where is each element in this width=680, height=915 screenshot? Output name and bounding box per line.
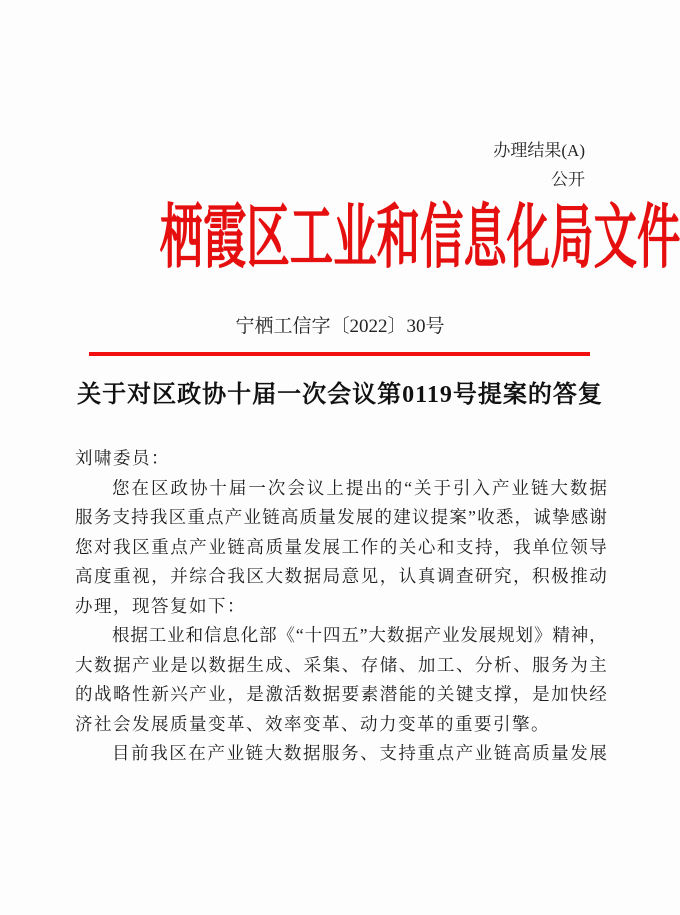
body-line: 大 数 据 产 业 是 以 数 据 生 成 、 采 集 、 存 储 、 加 工 、 分 析 、 服 务 为 主 bbox=[75, 654, 607, 675]
body-line: 的 战 略 性 新 兴 产 业 ， 是 激 活 数 据 要 素 潜 能 的 关 键 支 撑 ， 是 加 快 经 bbox=[75, 684, 607, 704]
header-meta bbox=[493, 136, 585, 194]
handling-result-label: 办理结果(A) bbox=[493, 141, 585, 160]
document-number: 宁栖工信字〔2022〕30号 bbox=[235, 316, 445, 337]
body-line: 您 在 区 政 协 十 届 一 次 会 议 上 提 出 的 “ 关 于 引 入 产 业 链 大 数 据 bbox=[112, 477, 607, 498]
body-line: 根 据 工 业 和 信 息 化 部 《 “ 十 四 五 ” 大 数 据 产 业 发 展 规 划 》 精 神 ， bbox=[112, 625, 607, 645]
body-line: 您 对 我 区 重 点 产 业 链 高 质 量 发 展 工 作 的 关 心 和 支 持 ， 我 单 位 领 导 bbox=[75, 536, 607, 557]
document-body bbox=[75, 444, 607, 769]
agency-masthead-title: 栖霞区工业和信息化局文件 bbox=[159, 200, 680, 277]
body-line: 济社会发展质量变革、效率变革、动力变革的重要引擎。 bbox=[75, 713, 550, 734]
document-title: 关于对区政协十届一次会议第0119号提案的答复 bbox=[77, 382, 603, 408]
disclosure-label: 公开 bbox=[551, 170, 585, 189]
body-line: 目 前 我 区 在 产 业 链 大 数 据 服 务 、 支 持 重 点 产 业 链 高 质 量 发 展 bbox=[112, 743, 607, 763]
body-line: 办理，现答复如下： bbox=[75, 595, 246, 616]
body-line: 高 度 重 视 ， 并 综 合 我 区 大 数 据 局 意 见 ， 认 真 调 查 研 究 ， 积 极 推 动 bbox=[75, 566, 607, 586]
body-line: 刘啸委员： bbox=[75, 448, 170, 468]
body-line: 服 务 支 持 我 区 重 点 产 业 链 高 质 量 发 展 的 建 议 提 案 ” 收 悉 ， 诚 挚 感 谢 bbox=[75, 507, 607, 527]
red-divider-line bbox=[89, 352, 590, 356]
agency-masthead bbox=[0, 198, 680, 280]
